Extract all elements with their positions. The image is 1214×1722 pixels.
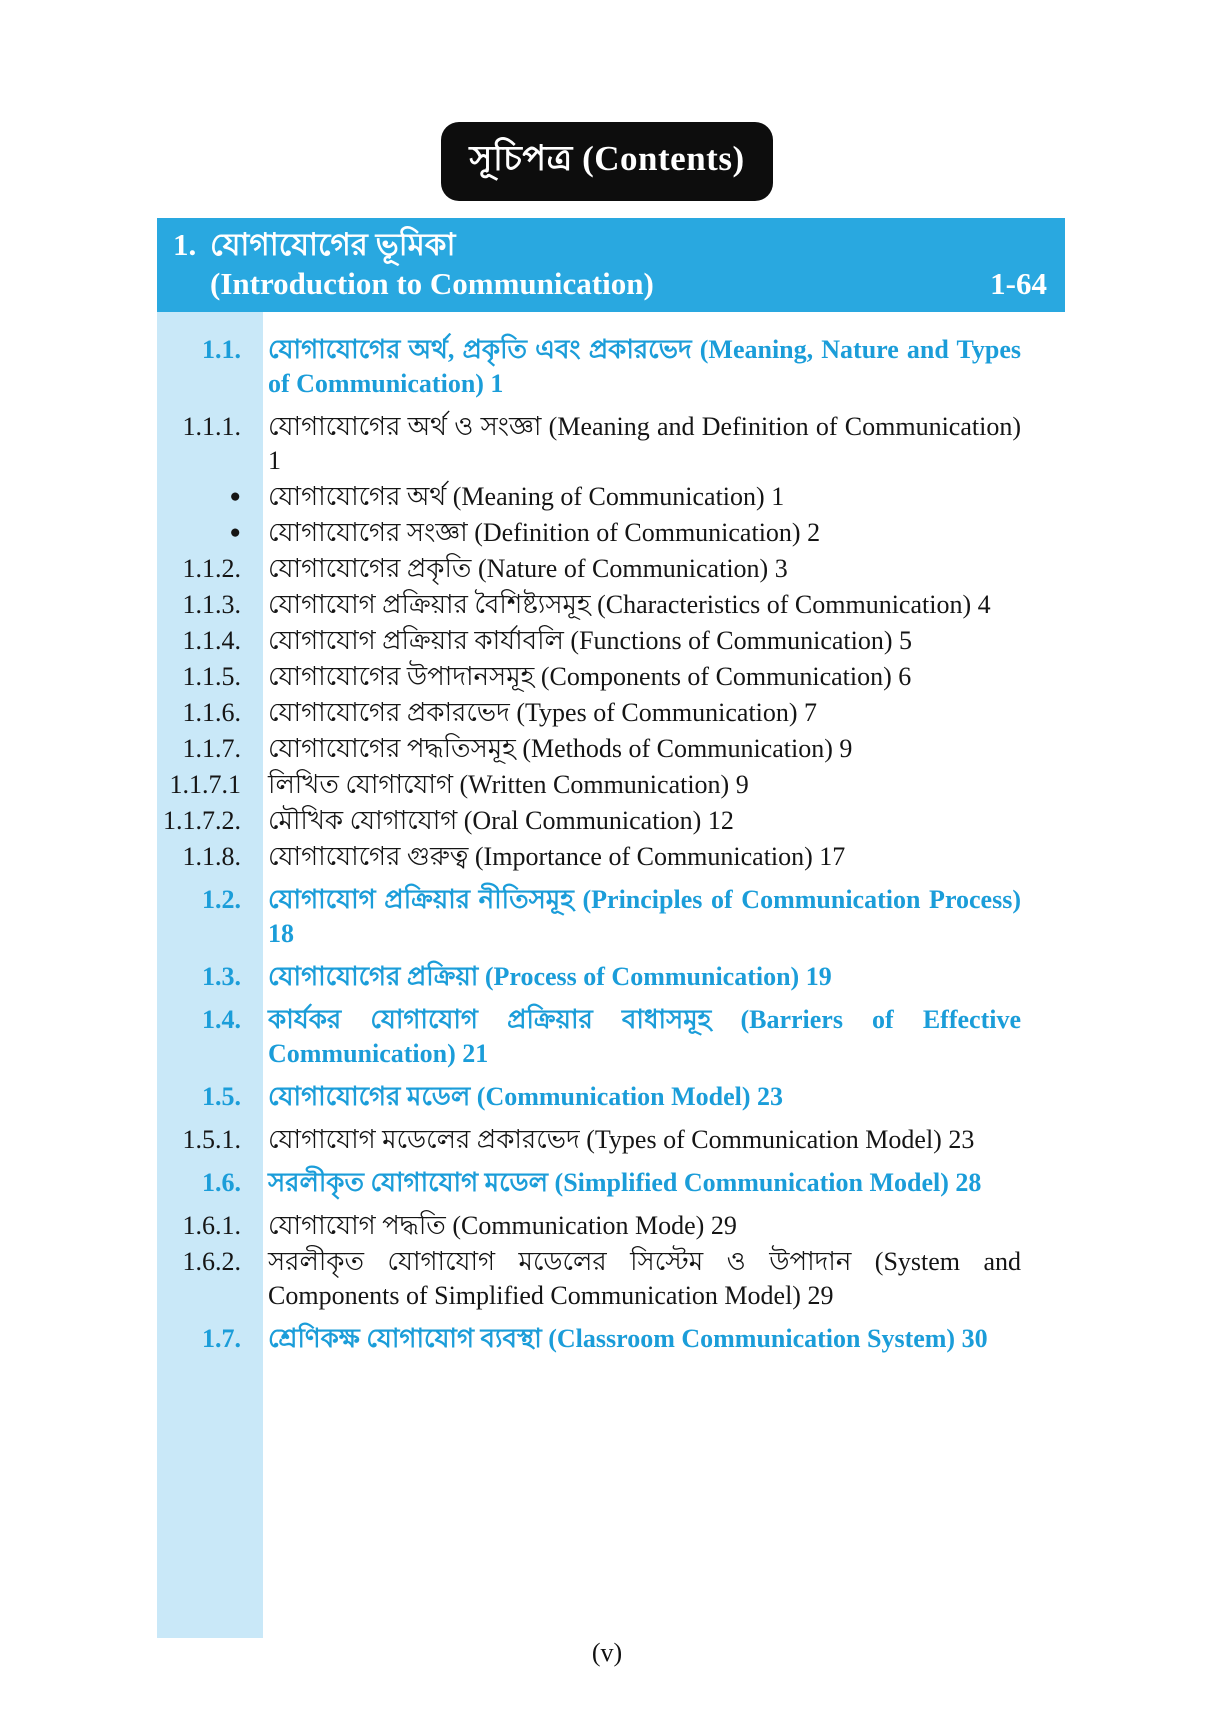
toc-entry bbox=[157, 1123, 1021, 1157]
toc-entry-text: যোগাযোগের মডেল (Communication Model) 23 bbox=[268, 1082, 783, 1111]
toc-entry-text: যোগাযোগ পদ্ধতি (Communication Mode) 29 bbox=[268, 1211, 737, 1240]
toc-entry bbox=[157, 516, 1021, 550]
toc-entry-number: 1.5.1. bbox=[182, 1125, 241, 1154]
toc-entry-number: 1.1.8. bbox=[182, 842, 241, 871]
toc-entry-text: মৌখিক যোগাযোগ (Oral Communication) 12 bbox=[268, 806, 734, 835]
toc-entry-number: 1.1.1. bbox=[182, 412, 241, 441]
chapter-header-bar bbox=[157, 218, 1065, 312]
toc-list bbox=[157, 312, 1021, 1356]
toc-entry-number: 1.7. bbox=[202, 1324, 241, 1353]
toc-entry bbox=[157, 804, 1021, 838]
toc-entry-number: 1.6. bbox=[202, 1168, 241, 1197]
chapter-number: 1. bbox=[173, 227, 197, 262]
toc-entry-text: যোগাযোগের গুরুত্ব (Importance of Communication) 17 bbox=[268, 842, 846, 871]
toc-entry-text: শ্রেণিকক্ষ যোগাযোগ ব্যবস্থা (Classroom Communication System) 30 bbox=[268, 1324, 988, 1353]
toc-entry-number: 1.1.3. bbox=[182, 590, 241, 619]
toc-entry-number: 1.1.4. bbox=[182, 626, 241, 655]
toc-entry bbox=[157, 1080, 1021, 1114]
toc-entry-number: 1.2. bbox=[202, 885, 241, 914]
contents-title-badge: সূচিপত্র (Contents) bbox=[441, 122, 772, 201]
toc-entry-text: যোগাযোগ প্রক্রিয়ার নীতিসমূহ (Principles of Communication Process) 18 bbox=[268, 885, 1021, 948]
toc-entry-text: যোগাযোগের অর্থ, প্রকৃতি এবং প্রকারভেদ (Meaning, Nature and Types of Communication) 1 bbox=[268, 335, 1021, 398]
toc-entry-number: 1.6.1. bbox=[182, 1211, 241, 1240]
toc-entry-text: সরলীকৃত যোগাযোগ মডেলের সিস্টেম ও উপাদান (System and Components of Simplified Communication Model) 29 bbox=[268, 1247, 1021, 1310]
bullet-icon: ● bbox=[229, 522, 241, 543]
toc-entry-text: যোগাযোগের উপাদানসমূহ (Components of Communication) 6 bbox=[268, 662, 912, 691]
toc-entry bbox=[157, 410, 1021, 478]
toc-entry bbox=[157, 1209, 1021, 1243]
toc-entry-text: যোগাযোগের প্রক্রিয়া (Process of Communication) 19 bbox=[268, 962, 832, 991]
title-wrap bbox=[0, 0, 1214, 201]
toc-entry-text: যোগাযোগের অর্থ (Meaning of Communication) 1 bbox=[268, 482, 785, 511]
toc-entry-number: 1.1.7. bbox=[182, 734, 241, 763]
toc-entry-number: 1.1. bbox=[202, 335, 241, 364]
toc-entry-text: যোগাযোগের পদ্ধতিসমূহ (Methods of Communication) 9 bbox=[268, 734, 853, 763]
bullet-icon: ● bbox=[229, 486, 241, 507]
toc-entry bbox=[157, 588, 1021, 622]
toc-entry-text: যোগাযোগের সংজ্ঞা (Definition of Communication) 2 bbox=[268, 518, 821, 547]
toc-entry bbox=[157, 732, 1021, 766]
toc-entry-number: 1.1.7.1 bbox=[169, 770, 241, 799]
toc-entry-number: 1.1.2. bbox=[182, 554, 241, 583]
chapter-title-bn: যোগাযোগের ভূমিকা bbox=[210, 227, 456, 262]
toc-entry-text: সরলীকৃত যোগাযোগ মডেল (Simplified Communication Model) 28 bbox=[268, 1168, 982, 1197]
toc-entry bbox=[157, 1166, 1021, 1200]
toc-entry bbox=[157, 1322, 1021, 1356]
chapter-title-en: (Introduction to Communication) bbox=[210, 266, 654, 301]
toc-entry bbox=[157, 696, 1021, 730]
toc-entry bbox=[157, 883, 1021, 951]
toc-entry bbox=[157, 660, 1021, 694]
toc-entry-text: যোগাযোগের অর্থ ও সংজ্ঞা (Meaning and Definition of Communication) 1 bbox=[268, 412, 1021, 475]
toc-entry bbox=[157, 480, 1021, 514]
chapter-page-range: 1-64 bbox=[990, 266, 1047, 301]
toc-entry bbox=[157, 624, 1021, 658]
chapter-header-line2 bbox=[173, 264, 1047, 303]
toc-entry-text: যোগাযোগ প্রক্রিয়ার বৈশিষ্ট্যসমূহ (Characteristics of Communication) 4 bbox=[268, 590, 991, 619]
toc-entry-text: যোগাযোগের প্রকারভেদ (Types of Communication) 7 bbox=[268, 698, 818, 727]
page-number-footer: (v) bbox=[591, 1638, 623, 1667]
toc-entry-number: 1.3. bbox=[202, 962, 241, 991]
toc-entry bbox=[157, 960, 1021, 994]
toc-entry-number: 1.1.7.2. bbox=[163, 806, 241, 835]
toc-entry bbox=[157, 840, 1021, 874]
toc-entry bbox=[157, 1003, 1021, 1071]
toc-entry-number: 1.1.6. bbox=[182, 698, 241, 727]
toc-entry bbox=[157, 333, 1021, 401]
toc-entry-number: 1.6.2. bbox=[182, 1247, 241, 1276]
toc-entry-text: যোগাযোগ প্রক্রিয়ার কার্যাবলি (Functions of Communication) 5 bbox=[268, 626, 913, 655]
toc-entry bbox=[157, 552, 1021, 586]
toc-entry bbox=[157, 1245, 1021, 1313]
toc-entry-number: 1.4. bbox=[202, 1005, 241, 1034]
chapter-header-line1 bbox=[173, 225, 1047, 264]
toc-entry-number: 1.5. bbox=[202, 1082, 241, 1111]
toc-entry-text: কার্যকর যোগাযোগ প্রক্রিয়ার বাধাসমূহ (Barriers of Effective Communication) 21 bbox=[268, 1005, 1021, 1068]
toc-entry-text: যোগাযোগের প্রকৃতি (Nature of Communication) 3 bbox=[268, 554, 788, 583]
toc-entry bbox=[157, 768, 1021, 802]
toc-entry-number: 1.1.5. bbox=[182, 662, 241, 691]
toc-entry-text: যোগাযোগ মডেলের প্রকারভেদ (Types of Communication Model) 23 bbox=[268, 1125, 975, 1154]
toc-entry-text: লিখিত যোগাযোগ (Written Communication) 9 bbox=[268, 770, 749, 799]
